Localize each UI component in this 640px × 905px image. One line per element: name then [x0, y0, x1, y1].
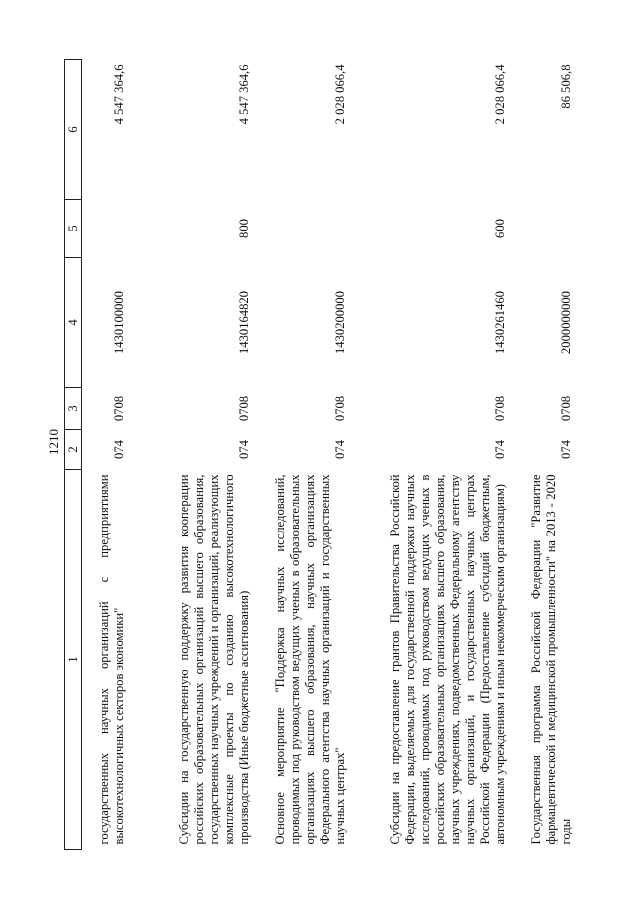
- row-code-3: 0708: [236, 395, 251, 422]
- row-code-2: 074: [332, 440, 347, 459]
- row-code-5: [255, 200, 351, 258]
- row-code-2: 074: [236, 440, 251, 459]
- row-code-5: 800: [236, 219, 251, 238]
- col-header-6: 6: [65, 60, 82, 200]
- table-row: [511, 60, 577, 850]
- row-code-5: 600: [492, 219, 507, 238]
- table-header: [65, 60, 82, 850]
- row-code-2: 074: [558, 440, 573, 459]
- row-code-4: 2000000000: [558, 291, 573, 354]
- row-amount: 4 547 364,6: [111, 64, 126, 125]
- budget-table: [64, 59, 577, 850]
- row-code-2: 074: [492, 440, 507, 459]
- row-amount: 4 547 364,6: [236, 64, 251, 125]
- row-code-3: 0708: [332, 395, 347, 422]
- row-amount: 86 506,8: [558, 64, 573, 109]
- header-row: [65, 60, 82, 850]
- table-row: [130, 60, 255, 850]
- table-row: [255, 60, 351, 850]
- row-code-3: 0708: [111, 395, 126, 422]
- row-code-4: 1430261460: [492, 291, 507, 354]
- row-code-4: 1430200000: [332, 291, 347, 354]
- col-header-2: 2: [65, 430, 82, 470]
- rotated-page-content: [64, 60, 584, 850]
- row-description: Субсидии на государственную поддержку развития кооперации российских образовательных организаций высшего образования, государственных научных учреждений и организаций, реализующих комплексные проекты по созданию высокотехнологичного производства (Иные бюджетные ассигнования): [176, 474, 251, 845]
- col-header-4: 4: [65, 258, 82, 388]
- row-code-3: 0708: [492, 395, 507, 422]
- table-row: [82, 60, 130, 850]
- row-description: государственных научных организаций с предприятиями высокотехнологичных секторов экономики": [96, 474, 126, 845]
- row-amount: 2 028 066,4: [332, 64, 347, 125]
- table-body: [82, 60, 577, 850]
- row-description: Субсидии на предоставление грантов Правительства Российской Федерации, выделяемых для государственной поддержки научных исследований, проводимых под руководством ведущих ученых в российских образовательных организациях высшего образования, научных учреждениях, подведомственных Федеральному агентству научных организаций, и государственных научных центрах Российской Федерации (Предоставление субсидий бюджетным, автономным учреждениям и иным некоммерческим организациям): [387, 474, 507, 845]
- col-header-1: 1: [65, 470, 82, 850]
- table-row: [351, 60, 511, 850]
- row-description: Государственная программа Российской Федерации "Развитие фармацевтической и медицинской промышленности" на 2013 - 2020 годы: [528, 474, 573, 845]
- row-code-2: 074: [111, 440, 126, 459]
- row-code-5: [82, 200, 130, 258]
- col-header-3: 3: [65, 388, 82, 430]
- row-amount: 2 028 066,4: [492, 64, 507, 125]
- row-code-3: 0708: [558, 395, 573, 422]
- col-header-5: 5: [65, 200, 82, 258]
- row-description: Основное мероприятие "Поддержка научных исследований, проводимых под руководством ведущих ученых в образовательных организациях высшего образования, научных организациях Федерального агентства научных организаций и государственных научных центрах": [272, 474, 347, 845]
- row-code-4: 1430164820: [236, 291, 251, 354]
- row-code-5: [511, 200, 577, 258]
- row-code-4: 1430100000: [111, 291, 126, 354]
- page-number: 1210: [46, 429, 61, 455]
